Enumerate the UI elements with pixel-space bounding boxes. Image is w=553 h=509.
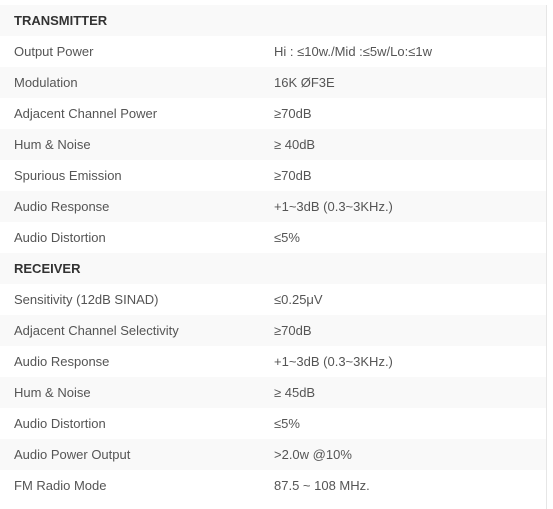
spec-row-audio-distortion [0,222,546,253]
spec-row-audio-power-output [0,439,546,470]
spec-label: Modulation [14,75,78,90]
spec-row-modulation [0,67,546,98]
spec-value: 87.5 ~ 108 MHz. [274,478,370,493]
spec-value: ≥70dB [274,323,312,338]
spec-row-audio-response [0,191,546,222]
spec-row-adjacent-channel-selectivity [0,315,546,346]
spec-row-audio-response [0,346,546,377]
spec-label: Audio Power Output [14,447,131,462]
spec-row-audio-distortion [0,408,546,439]
spec-label: Spurious Emission [14,168,122,183]
spec-label: Audio Distortion [14,230,106,245]
spec-label: Audio Response [14,354,110,369]
spec-value: ≥ 40dB [274,137,316,152]
spec-value: Hi : ≤10w./Mid :≤5w/Lo:≤1w [274,44,432,59]
spec-label: Adjacent Channel Selectivity [14,323,179,338]
spec-value: +1~3dB (0.3~3KHz.) [274,354,393,369]
section-heading-transmitter: TRANSMITTER [0,5,546,36]
spec-row-spurious-emission [0,160,546,191]
specifications-table [0,5,547,509]
spec-value: ≤5% [274,230,300,245]
spec-value: ≥70dB [274,106,312,121]
spec-label: FM Radio Mode [14,478,107,493]
spec-label: Audio Response [14,199,110,214]
spec-label: Audio Distortion [14,416,106,431]
section-heading-receiver: RECEIVER [0,253,546,284]
spec-label: Sensitivity (12dB SINAD) [14,292,159,307]
spec-label: Hum & Noise [14,137,91,152]
spec-value: +1~3dB (0.3~3KHz.) [274,199,393,214]
spec-value: >2.0w @10% [274,447,352,462]
spec-row-adjacent-channel-power [0,98,546,129]
spec-row-sensitivity [0,284,546,315]
spec-row-hum-noise [0,129,546,160]
spec-label: Adjacent Channel Power [14,106,158,121]
spec-value: ≤0.25μV [274,292,323,307]
spec-row-output-power [0,36,546,67]
spec-value: 16K ØF3E [274,75,335,90]
spec-value: ≤5% [274,416,300,431]
spec-value: ≥ 45dB [274,385,316,400]
spec-value: ≥70dB [274,168,312,183]
spec-label: Output Power [14,44,94,59]
spec-row-fm-radio-mode [0,470,546,501]
spec-label: Hum & Noise [14,385,91,400]
spec-row-hum-noise [0,377,546,408]
